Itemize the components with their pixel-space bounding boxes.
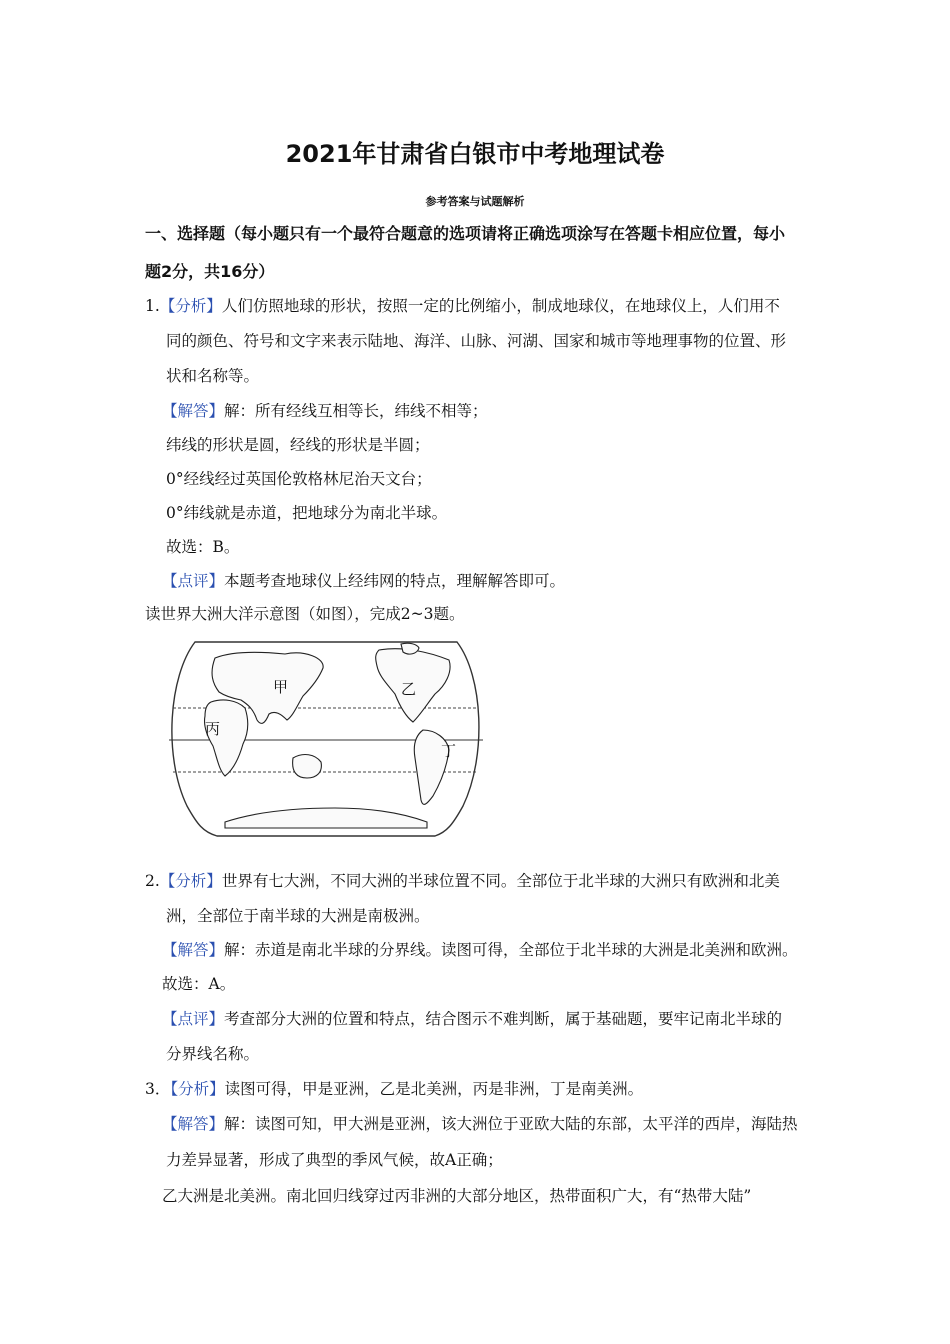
q1-analysis-text-1: 人们仿照地球的形状，按照一定的比例缩小，制成地球仪，在地球仪上，人们用不 [221,297,780,315]
q1-comment-tag: 【点评】 [162,572,225,590]
q2-comment-line-1 [162,1009,782,1029]
q1-analysis-line-3: 状和名称等。 [166,367,260,385]
q1-comment-text: 本题考查地球仪上经纬网的特点，理解解答即可。 [224,572,566,590]
q1-analysis-line-1 [145,296,780,316]
australia-landmass [293,755,322,778]
antarctica-landmass [225,808,427,828]
q2-answer-tag: 【解答】 [162,941,225,959]
map-label-ding: 丁 [441,742,457,760]
world-map-figure [165,636,487,840]
q3-number: 3． [145,1080,171,1098]
q2-number: 2. [145,872,160,890]
q1-answer-text-1: 解：所有经线互相等长，纬线不相等； [224,402,488,420]
page-title: 2021年甘肃省白银市中考地理试卷 [285,140,665,168]
q2-comment-text-1: 考查部分大洲的位置和特点，结合图示不难判断，属于基础题，要牢记南北半球的 [224,1010,783,1028]
q2-choice: 故选：A。 [162,975,236,993]
q2-answer-text-1: 解：赤道是南北半球的分界线。读图可得，全部位于北半球的大洲是北美洲和欧洲。 [224,941,798,959]
q1-choice: 故选：B。 [166,538,240,556]
q1-answer-tag: 【解答】 [162,402,225,420]
q1-analysis-line-2: 同的颜色、符号和文字来表示陆地、海洋、山脉、河湖、国家和城市等地理事物的位置、形 [166,332,787,350]
q3-answer-tag: 【解答】 [162,1115,225,1133]
q2-analysis-text-1: 世界有七大洲，不同大洲的半球位置不同。全部位于北半球的大洲只有欧洲和北美 [221,872,780,890]
q1-answer-line-3: 0°经线经过英国伦敦格林尼治天文台； [166,470,432,488]
q1-answer-line-2: 纬线的形状是圆，经线的形状是半圆； [166,436,430,454]
q3-answer-line-3: 乙大洲是北美洲。南北回归线穿过丙非洲的大部分地区，热带面积广大，有“热带大陆” [162,1187,752,1205]
q2-analysis-line-2: 洲，全部位于南半球的大洲是南极洲。 [166,907,430,925]
map-label-bing: 丙 [205,720,221,738]
q2-comment-line-2: 分界线名称。 [166,1045,260,1063]
page-subtitle: 参考答案与试题解析 [425,195,525,208]
q2-comment-tag: 【点评】 [162,1010,225,1028]
q1-answer-line-4: 0°纬线就是赤道，把地球分为南北半球。 [166,504,448,522]
q1-analysis-tag: 【分析】 [159,297,222,315]
q2-analysis-tag: 【分析】 [159,872,222,890]
q2-analysis-line-1 [145,871,780,891]
map-label-yi: 乙 [401,680,417,698]
q3-answer-line-1 [162,1114,798,1134]
q3-answer-text-1: 解：读图可知，甲大洲是亚洲，该大洲位于亚欧大陆的东部，太平洋的西岸，海陆热 [224,1115,798,1133]
greenland-landmass [401,643,419,654]
q3-analysis-line-1 [145,1079,643,1099]
q3-analysis-tag: 【分析】 [170,1080,225,1098]
africa-landmass [204,700,247,776]
q1-answer-line-1 [162,401,488,421]
map-label-jia: 甲 [273,678,289,696]
q1-number: 1. [145,297,160,315]
section-heading-line-2: 题2分，共16分） [145,262,275,281]
q3-analysis-text-1: 读图可得，甲是亚洲，乙是北美洲，丙是非洲，丁是南美洲。 [224,1080,644,1098]
map-intro: 读世界大洲大洋示意图（如图），完成2~3题。 [145,605,465,623]
q1-comment-line [162,571,565,591]
q3-answer-line-2: 力差异显著，形成了典型的季风气候，故A正确； [166,1151,503,1169]
section-heading-line-1: 一、选择题（每小题只有一个最符合题意的选项请将正确选项涂写在答题卡相应位置，每小 [145,224,786,243]
q2-answer-line-1 [162,940,798,960]
